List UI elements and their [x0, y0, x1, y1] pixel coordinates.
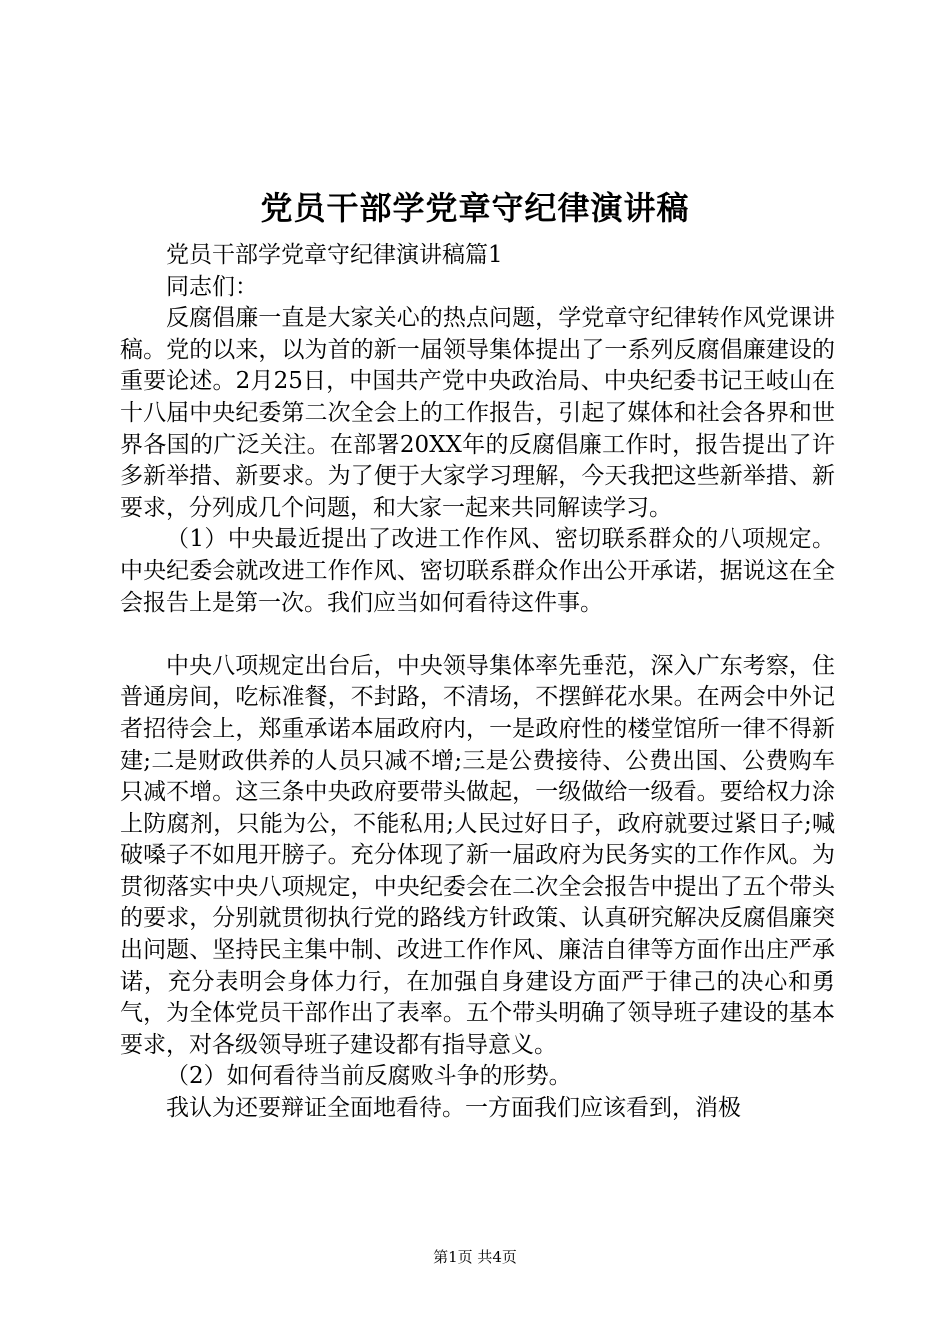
body-paragraph: 我认为还要辩证全面地看待。一方面我们应该看到，消极: [166, 1095, 741, 1122]
body-paragraph: 反腐倡廉一直是大家关心的热点问题，学党章守纪律转作风党课讲稿。党的以来，以为首的新一届领导集体提出了一系列反腐倡廉建设的重要论述。2月25日，中国共产党中央政治局、中央纪委书记王岐山在十八届中央纪委第二次全会上的工作报告，引起了媒体和社会各界和世界各国的广泛关注。在部署20XX年的反腐倡廉工作时，报告提出了许多新举措、新要求。为了便于大家学习理解，今天我把这些新举措、新要求，分列成几个问题，和大家一起来共同解读学习。: [120, 305, 835, 521]
document-body: [120, 240, 835, 1125]
page-footer: 第1页 共4页: [433, 1248, 517, 1266]
body-paragraph: （1）中央最近提出了改进工作作风、密切联系群众的八项规定。中央纪委会就改进工作作风、密切联系群众作出公开承诺，据说这在全会报告上是第一次。我们应当如何看待这件事。: [120, 526, 835, 616]
body-paragraph: 中央八项规定出台后，中央领导集体率先垂范，深入广东考察，住普通房间，吃标准餐，不封路，不清场，不摆鲜花水果。在两会中外记者招待会上，郑重承诺本届政府内，一是政府性的楼堂馆所一律不得新建;二是财政供养的人员只减不增;三是公费接待、公费出国、公费购车只减不增。这三条中央政府要带头做起，一级做给一级看。要给权力涂上防腐剂，只能为公，不能私用;人民过好日子，政府就要过紧日子;喊破嗓子不如甩开膀子。充分体现了新一届政府为民务实的工作作风。为贯彻落实中央八项规定，中央纪委会在二次全会报告中提出了五个带头的要求，分别就贯彻执行党的路线方针政策、认真研究解决反腐倡廉突出问题、坚持民主集中制、改进工作作风、廉洁自律等方面作出庄严承诺，充分表明会身体力行，在加强自身建设方面严于律己的决心和勇气，为全体党员干部作出了表率。五个带头明确了领导班子建设的基本要求，对各级领导班子建设都有指导意义。: [120, 652, 835, 1058]
blank-line: [120, 619, 835, 651]
document-title: 党员干部学党章守纪律演讲稿: [260, 189, 690, 227]
salutation-paragraph: 同志们：: [166, 273, 258, 300]
subtitle-paragraph: 党员干部学党章守纪律演讲稿篇1: [166, 242, 503, 268]
body-paragraph: （2）如何看待当前反腐败斗争的形势。: [166, 1063, 572, 1090]
